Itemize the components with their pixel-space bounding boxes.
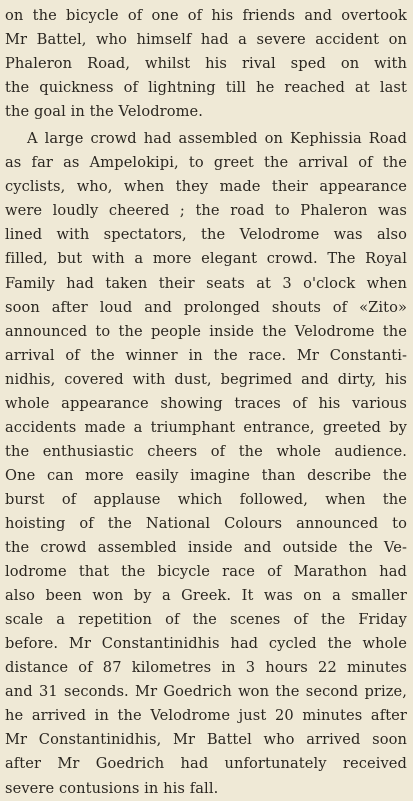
- text-line: A large crowd had assembled on Kephissia Road: [27, 130, 407, 148]
- text-line: cyclists, who, when they made their appearance: [5, 178, 407, 196]
- text-line: lodrome that the bicycle race of Marathon had: [5, 563, 407, 581]
- text-line: accidents made a triumphant entrance, greeted by: [5, 418, 407, 436]
- text-line: he arrived in the Velodrome just 20 minutes after: [5, 707, 407, 725]
- paragraph-2: [5, 127, 407, 800]
- text-line: Phaleron Road, whilst his rival sped on with: [5, 55, 407, 73]
- text-line: soon after loud and prolonged shouts of «Zito»: [5, 298, 407, 316]
- text-line: announced to the people inside the Velodrome the: [5, 322, 407, 340]
- text-line: filled, but with a more elegant crowd. The Royal: [5, 250, 407, 268]
- text-line: Mr Constantinidhis, Mr Battel who arrived soon: [5, 731, 407, 749]
- text-line: as far as Ampelokipi, to greet the arrival of the: [5, 154, 407, 172]
- text-line: and 31 seconds. Mr Goedrich won the second prize,: [5, 683, 407, 701]
- text-line: were loudly cheered ; the road to Phaleron was: [5, 202, 407, 220]
- text-line: distance of 87 kilometres in 3 hours 22 minutes: [5, 659, 407, 677]
- text-line: after Mr Goedrich had unfortunately received: [5, 755, 407, 773]
- paragraph-1: [5, 4, 407, 124]
- text-line: scale a repetition of the scenes of the Friday: [5, 611, 407, 629]
- text-line: nidhis, covered with dust, begrimed and dirty, his: [5, 370, 407, 388]
- text-line: One can more easily imagine than describe the: [5, 466, 407, 484]
- text-line: the enthusiastic cheers of the whole audience.: [5, 442, 407, 460]
- text-line: on the bicycle of one of his friends and overtook: [5, 7, 407, 24]
- text-line: also been won by a Greek. It was on a smaller: [5, 587, 407, 605]
- text-line: the quickness of lightning till he reached at last: [5, 79, 407, 97]
- text-line: lined with spectators, the Velodrome was also: [5, 226, 407, 244]
- text-line: Mr Battel, who himself had a severe accident on: [5, 31, 407, 49]
- text-line: the goal in the Velodrome.: [5, 103, 204, 121]
- text-line: before. Mr Constantinidhis had cycled the whole: [5, 635, 407, 653]
- text-line: whole appearance showing traces of his various: [5, 394, 407, 412]
- text-line: burst of applause which followed, when the: [5, 490, 407, 508]
- text-line: arrival of the winner in the race. Mr Constanti-: [5, 346, 407, 364]
- text-line: the crowd assembled inside and outside the Ve-: [5, 539, 407, 557]
- text-line: Family had taken their seats at 3 o'clock when: [5, 274, 407, 292]
- text-line: hoisting of the National Colours announced to: [5, 514, 407, 532]
- text-line: severe contusions in his fall.: [5, 779, 219, 797]
